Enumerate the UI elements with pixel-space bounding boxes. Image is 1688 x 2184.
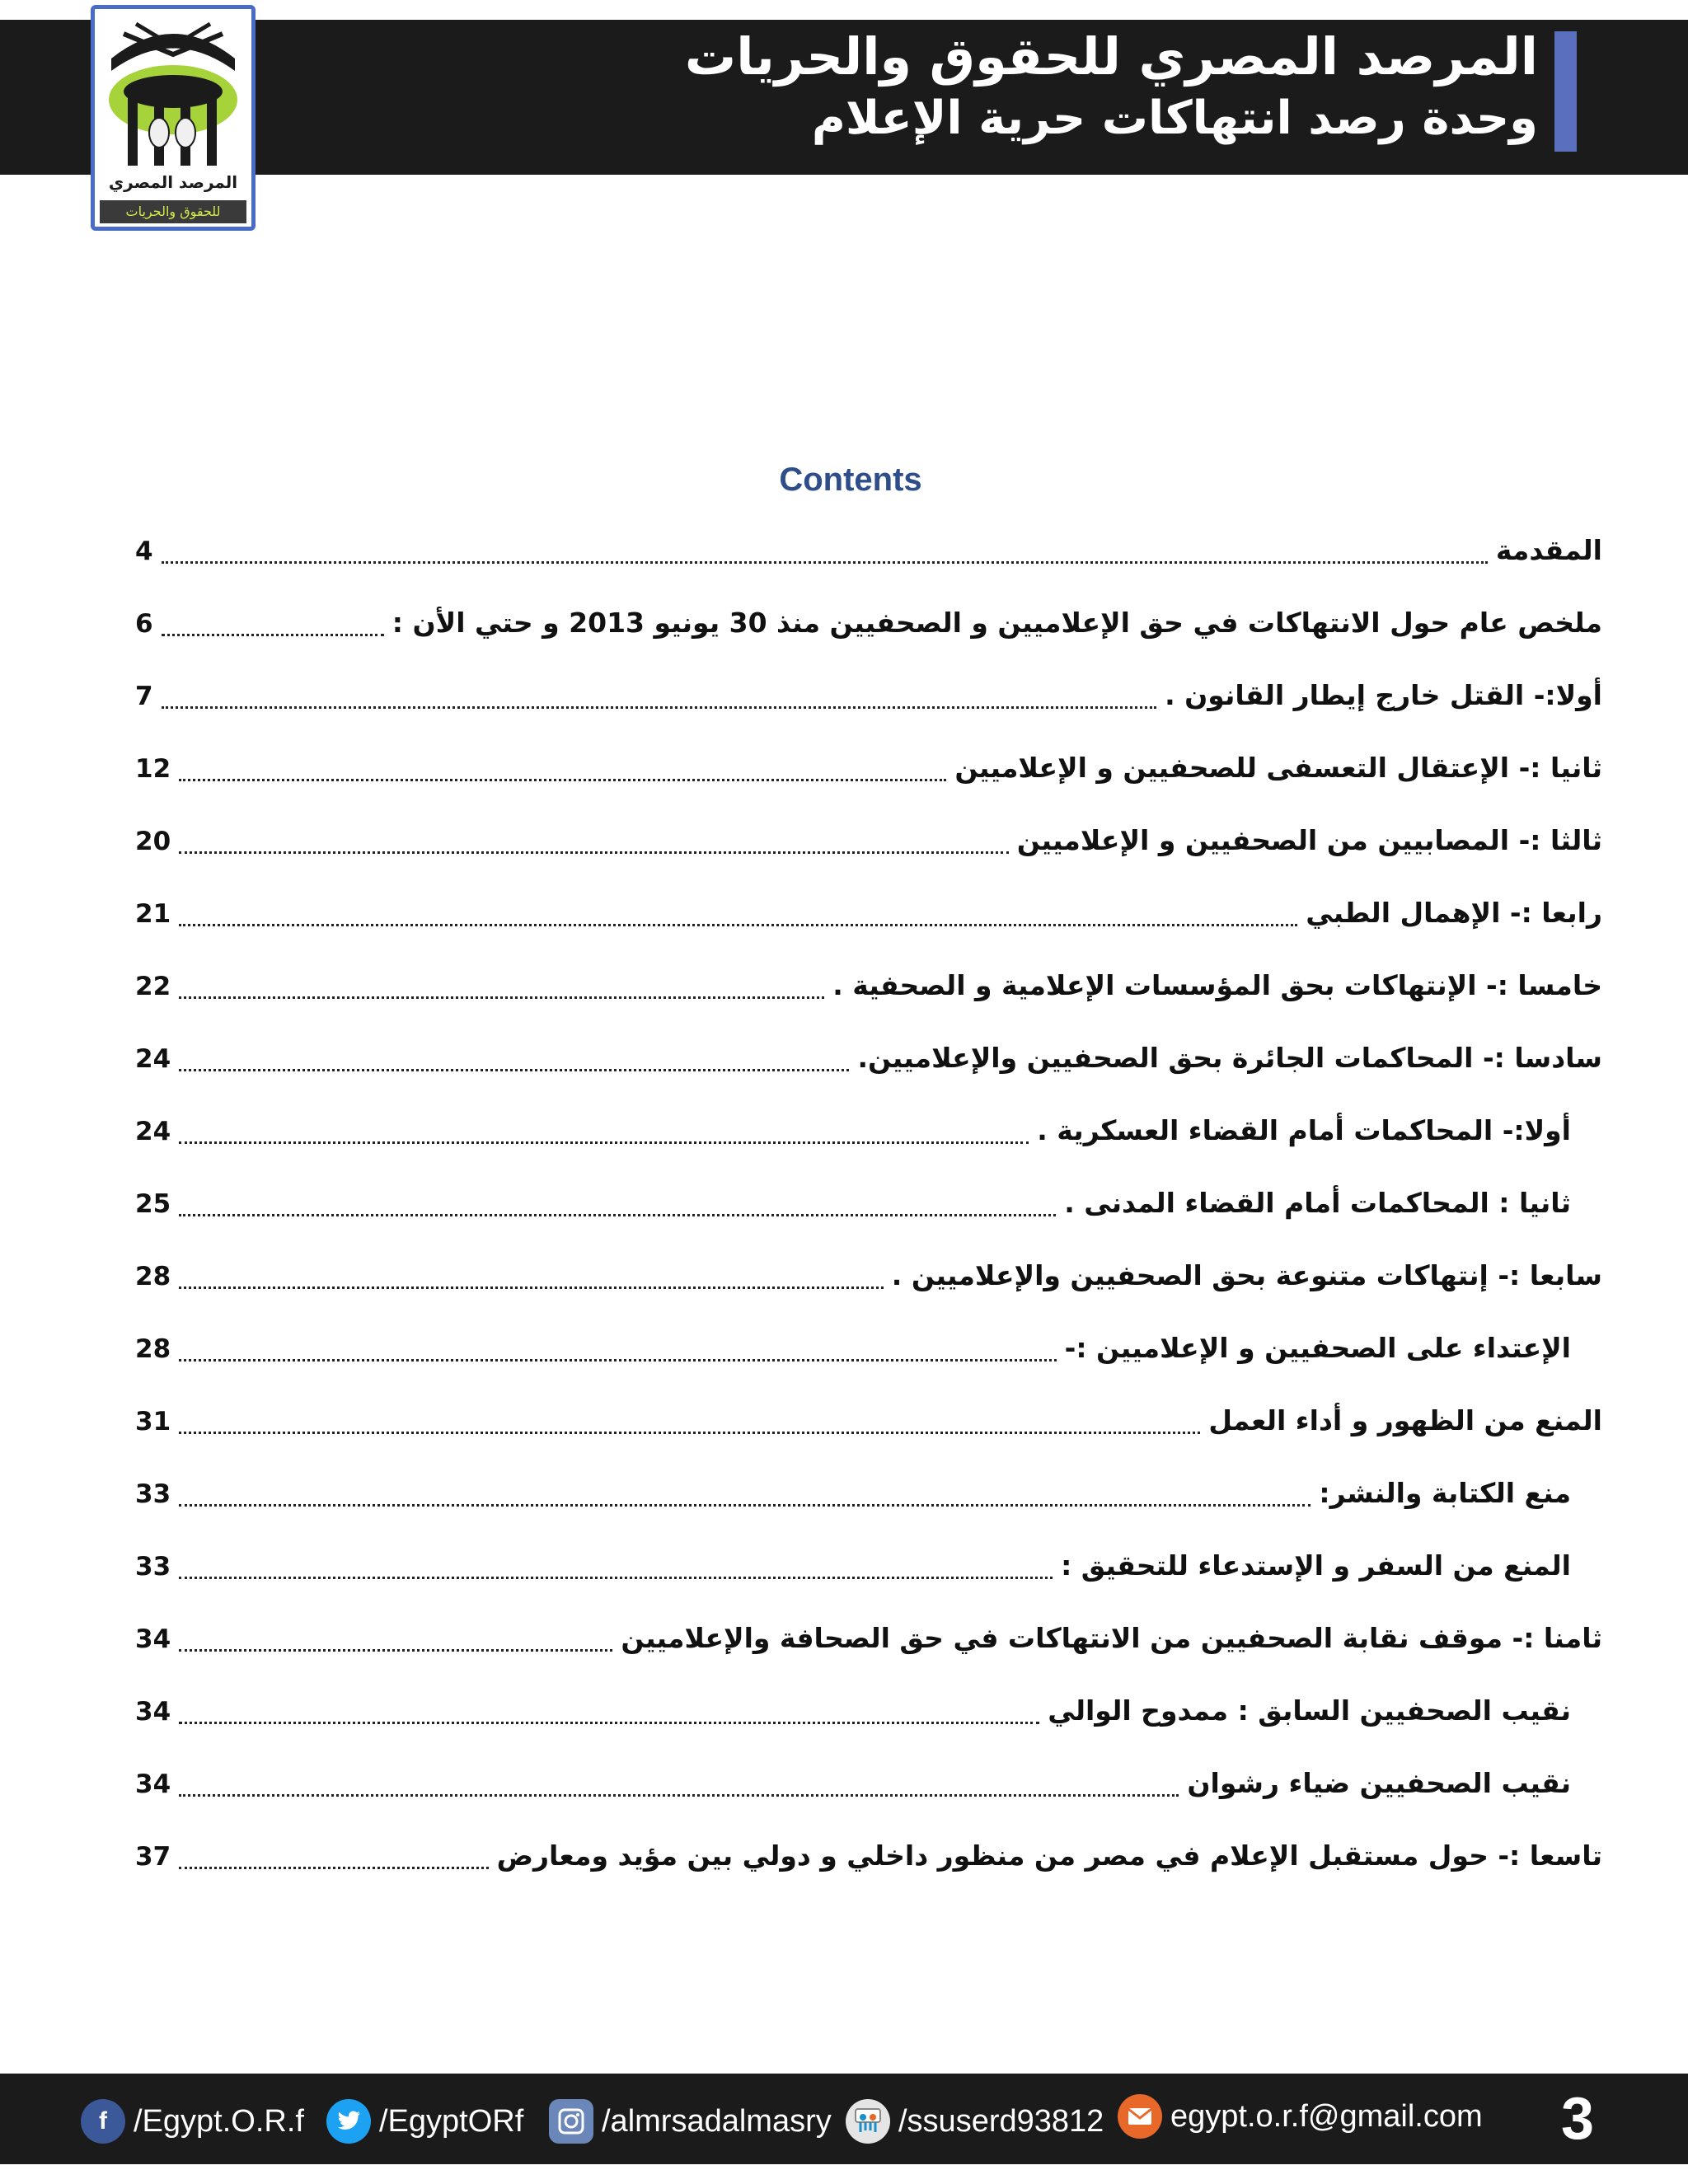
toc-entry-page: 28 (135, 1334, 171, 1364)
toc-dot-leader (179, 1504, 1311, 1507)
toc-dot-leader (179, 1794, 1179, 1797)
toc-entry[interactable] (135, 1759, 1571, 1808)
instagram-link[interactable] (549, 2095, 832, 2148)
toc-entry[interactable] (135, 816, 1602, 865)
toc-dot-leader (179, 779, 946, 781)
toc-entry[interactable] (135, 743, 1602, 793)
toc-dot-leader (179, 1141, 1029, 1144)
email-address: egypt.o.r.f@gmail.com (1170, 2098, 1483, 2134)
toc-entry-label: سادسا :- المحاكمات الجائرة بحق الصحفيين والإعلاميين. (857, 1042, 1602, 1074)
toc-entry-label: الإعتداء على الصحفيين و الإعلاميين :- (1064, 1332, 1571, 1364)
toc-entry-label: منع الكتابة والنشر: (1319, 1477, 1571, 1509)
slideshare-link[interactable] (846, 2095, 1104, 2148)
toc-entry[interactable] (135, 888, 1602, 938)
toc-entry-page: 6 (135, 609, 153, 639)
toc-entry-page: 24 (135, 1117, 171, 1146)
toc-dot-leader (179, 1359, 1057, 1361)
toc-entry-page: 25 (135, 1189, 171, 1219)
toc-dot-leader (179, 1069, 849, 1071)
toc-dot-leader (179, 924, 1297, 926)
toc-entry[interactable] (135, 1469, 1571, 1518)
toc-entry-page: 28 (135, 1262, 171, 1291)
facebook-icon: f (81, 2099, 125, 2144)
toc-entry[interactable] (135, 526, 1602, 575)
toc-entry-page: 21 (135, 899, 171, 929)
toc-entry-label: ثالثا :- المصابيين من الصحفيين و الإعلاميين (1016, 824, 1602, 856)
header-subtitle: وحدة رصد انتهاكات حرية الإعلام (811, 91, 1538, 145)
toc-dot-leader (179, 1432, 1200, 1434)
toc-entry-label: نقيب الصحفيين ضياء رشوان (1187, 1767, 1571, 1799)
toc-entry-label: ملخص عام حول الانتهاكات في حق الإعلاميين و الصحفيين منذ 30 يونيو 2013 و حتي الأن : (392, 607, 1602, 639)
toc-entry-page: 33 (135, 1479, 171, 1509)
toc-entry[interactable] (135, 1251, 1602, 1301)
email-icon (1118, 2094, 1162, 2139)
toc-entry[interactable] (135, 1614, 1602, 1663)
toc-entry[interactable] (135, 598, 1602, 648)
facebook-link[interactable] (81, 2095, 304, 2148)
logo-text: المرصد المصري (108, 172, 238, 192)
page-number: 3 (1561, 2086, 1595, 2152)
toc-dot-leader (179, 1577, 1053, 1579)
toc-entry-page: 7 (135, 682, 153, 711)
toc-entry-page: 37 (135, 1842, 171, 1872)
toc-entry-label: ثانيا : المحاكمات أمام القضاء المدنى . (1064, 1187, 1571, 1219)
toc-entry-page: 12 (135, 754, 171, 784)
email-link[interactable] (1118, 2090, 1483, 2143)
toc-entry[interactable] (135, 1686, 1571, 1736)
twitter-link[interactable] (326, 2095, 523, 2148)
toc-entry-label: المقدمة (1495, 534, 1602, 566)
toc-entry-label: خامسا :- الإنتهاكات بحق المؤسسات الإعلامية و الصحفية . (832, 969, 1602, 1001)
toc-entry[interactable] (135, 1831, 1602, 1881)
toc-dot-leader (162, 706, 1156, 709)
toc-entry-label: المنع من الظهور و أداء العمل (1208, 1404, 1602, 1436)
toc-entry-page: 34 (135, 1697, 171, 1727)
toc-entry[interactable] (135, 1541, 1571, 1591)
instagram-handle: /almrsadalmasry (602, 2103, 832, 2139)
toc-entry[interactable] (135, 1179, 1571, 1228)
toc-entry-label: أولا:- المحاكمات أمام القضاء العسكرية . (1037, 1114, 1571, 1146)
toc-entry-page: 31 (135, 1407, 171, 1436)
toc-entry-label: أولا:- القتل خارج إيطار القانون . (1165, 679, 1602, 711)
toc-entry[interactable] (135, 1324, 1571, 1373)
header-title: المرصد المصري للحقوق والحريات (684, 26, 1538, 87)
toc-dot-leader (162, 561, 1488, 564)
twitter-icon (326, 2099, 371, 2144)
toc-dot-leader (179, 996, 824, 999)
logo-subtext: للحقوق والحريات (100, 200, 246, 223)
toc-entry-label: رابعا :- الإهمال الطبي (1306, 897, 1602, 929)
toc-dot-leader (179, 1867, 488, 1869)
toc-dot-leader (179, 1722, 1039, 1724)
toc-entry-label: سابعا :- إنتهاكات متنوعة بحق الصحفيين والإعلاميين . (891, 1259, 1602, 1291)
toc-entry[interactable] (135, 1106, 1571, 1155)
toc-entry-label: المنع من السفر و الإستدعاء للتحقيق : (1061, 1549, 1571, 1582)
toc-dot-leader (179, 851, 1009, 854)
toc-entry[interactable] (135, 1033, 1602, 1083)
toc-entry-label: ثانيا :- الإعتقال التعسفى للصحفيين و الإعلاميين (954, 752, 1602, 784)
slideshare-handle: /ssuserd93812 (898, 2103, 1104, 2139)
toc-entry-label: ثامنا :- موقف نقابة الصحفيين من الانتهاكات في حق الصحافة والإعلاميين (621, 1622, 1602, 1654)
toc-dot-leader (179, 1286, 884, 1289)
toc-entry-page: 20 (135, 827, 171, 856)
toc-entry-page: 4 (135, 537, 153, 566)
toc-dot-leader (179, 1649, 612, 1652)
toc-entry[interactable] (135, 961, 1602, 1010)
twitter-handle: /EgyptORf (379, 2103, 524, 2139)
toc-entry[interactable] (135, 1396, 1602, 1446)
toc-dot-leader (179, 1214, 1056, 1216)
toc-dot-leader (162, 634, 384, 636)
contents-heading: Contents (779, 462, 922, 498)
toc-entry-page: 34 (135, 1769, 171, 1799)
toc-entry[interactable] (135, 671, 1602, 720)
toc-entry-page: 33 (135, 1552, 171, 1582)
toc-entry-label: نقيب الصحفيين السابق : ممدوح الوالي (1048, 1694, 1571, 1727)
slideshare-icon (846, 2099, 890, 2144)
facebook-handle: /Egypt.O.R.f (134, 2103, 304, 2139)
toc-entry-page: 34 (135, 1624, 171, 1654)
toc-entry-page: 22 (135, 972, 171, 1001)
instagram-icon (549, 2099, 593, 2144)
toc-entry-page: 24 (135, 1044, 171, 1074)
toc-entry-label: تاسعا :- حول مستقبل الإعلام في مصر من منظور داخلي و دولي بين مؤيد ومعارض (496, 1840, 1602, 1872)
